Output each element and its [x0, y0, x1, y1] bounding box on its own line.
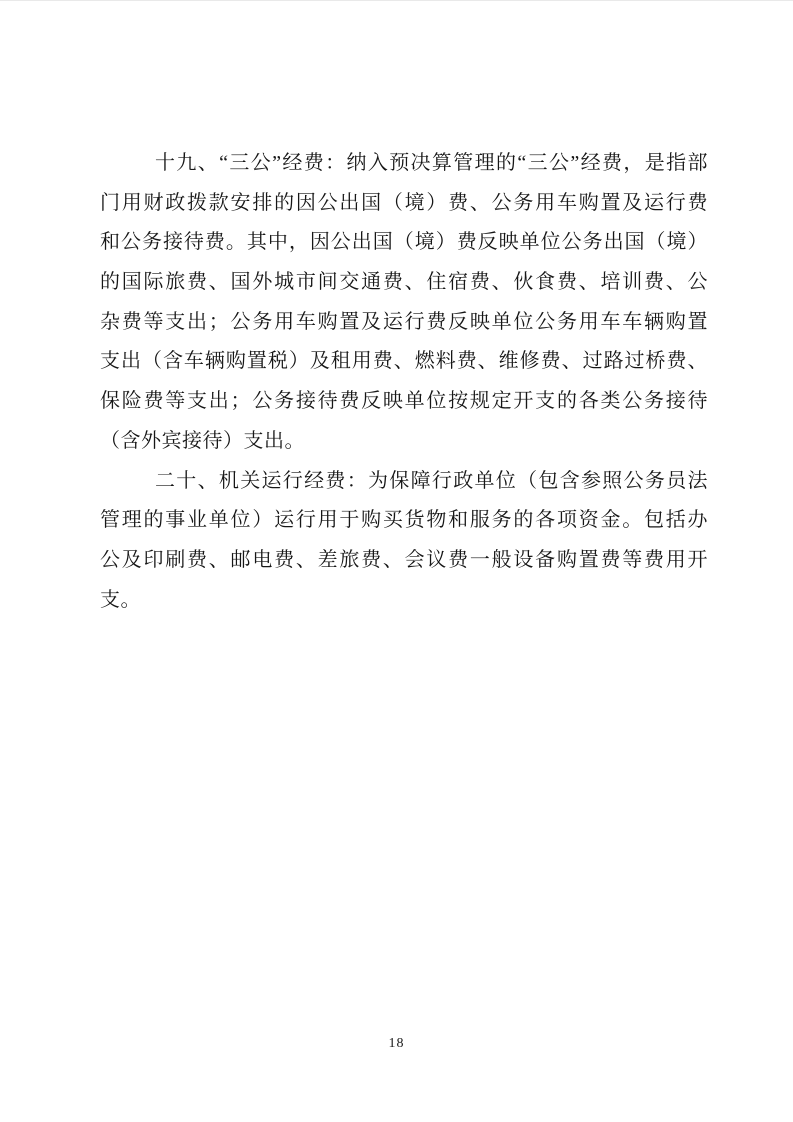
- document-body-text: [100, 144, 708, 620]
- page-number: 18: [388, 1036, 405, 1051]
- text-line: 管理的事业单位）运行用于购买货物和服务的各项资金。包括办: [100, 509, 708, 532]
- text-line: 支。: [100, 588, 141, 611]
- text-line: 和公务接待费。其中，因公出国（境）费反映单位公务出国（境）: [100, 231, 708, 254]
- text-line: 的国际旅费、国外城市间交通费、住宿费、伙食费、培训费、公: [100, 271, 708, 294]
- text-line: 保险费等支出；公务接待费反映单位按规定开支的各类公务接待: [100, 390, 708, 413]
- text-line: 公及印刷费、邮电费、差旅费、会议费一般设备购置费等费用开: [100, 548, 708, 571]
- paragraph-20-agency-operating-funds: [100, 462, 708, 621]
- text-line: 支出（含车辆购置税）及租用费、燃料费、维修费、过路过桥费、: [100, 350, 708, 373]
- text-line: 二十、机关运行经费：为保障行政单位（包含参照公务员法: [155, 469, 708, 492]
- text-line: （含外宾接待）支出。: [100, 429, 305, 452]
- text-line: 门用财政拨款安排的因公出国（境）费、公务用车购置及运行费: [100, 191, 708, 214]
- paragraph-19-sangong-funds: [100, 144, 708, 462]
- scan-edge-line: [0, 0, 793, 1]
- text-line: 十九、“三公”经费：纳入预决算管理的“三公”经费，是指部: [155, 152, 708, 174]
- text-line: 杂费等支出；公务用车购置及运行费反映单位公务用车车辆购置: [100, 310, 708, 333]
